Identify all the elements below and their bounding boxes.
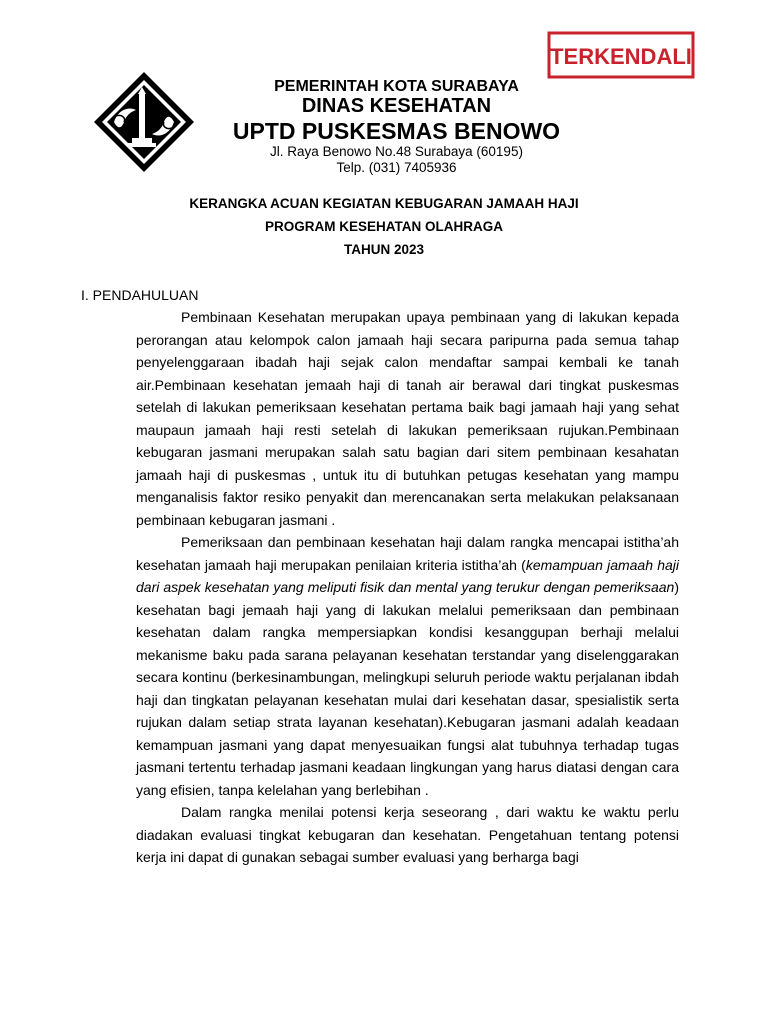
- unit-name: UPTD PUSKESMAS BENOWO: [232, 118, 561, 144]
- department-name: DINAS KESEHATAN: [301, 95, 492, 117]
- phone-line: Telp. (031) 7405936: [336, 160, 457, 175]
- document-program: PROGRAM KESEHATAN OLAHRAGA: [265, 219, 503, 234]
- government-name: PEMERINTAH KOTA SURABAYA: [274, 78, 519, 95]
- paragraph-2-start: Pemeriksaan dan pembinaan kesehatan haji dalam rangka mencapai istitha’ah kesehatan jamaah haji merupakan penilaian kriteria istitha’ah (: [136, 534, 679, 573]
- paragraph-2: [136, 531, 679, 801]
- document-title: KERANGKA ACUAN KEGIATAN KEBUGARAN JAMAAH HAJI: [189, 196, 579, 211]
- section-heading: I. PENDAHULUAN: [81, 287, 199, 303]
- address-line: Jl. Raya Benowo No.48 Surabaya (60195): [270, 144, 523, 159]
- document-year: TAHUN 2023: [343, 242, 425, 257]
- stamp-text: TERKENDALI: [550, 44, 692, 69]
- paragraph-2-end: ) kesehatan bagi jemaah haji yang di lakukan melalui pemeriksaan dan pembinaan kesehatan dalam rangka mempersiapkan kondisi kesanggupan berhaji melalui mekanisme baku pada sarana pelayanan kesehatan terstandar yang diselenggarakan secara kontinu (berkesinambungan, melingkupi seluruh periode waktu perjalanan ibdah haji dan tingkatan pelayanan kesehatan mulai dari kesehatan dasar, spesialistik serta rujukan dalam setiap strata layanan kesehatan).Kebugaran jasmani adalah keadaan kemampuan jasmani yang dapat menyesuaikan fungsi alat tubuhnya terhadap tugas jasmani tertentu terhadap jasmani keadaan lingkungan yang harus diatasi dengan cara yang efisien, tanpa kelelahan yang berlebihan .: [136, 579, 679, 798]
- terkendali-stamp: [546, 30, 696, 80]
- body-text: [136, 306, 679, 869]
- paragraph-3: Dalam rangka menilai potensi kerja seseorang , dari waktu ke waktu perlu diadakan evaluasi tingkat kebugaran dan kesehatan. Pengetahuan tentang potensi kerja ini dapat di gunakan sebagai sumber evaluasi yang berharga bagi: [136, 804, 679, 865]
- paragraph-2-italic: kemampuan jamaah haji dari aspek kesehatan yang meliputi fisik dan mental yang terukur dengan pemeriksaan: [136, 556, 680, 595]
- paragraph-1: Pembinaan Kesehatan merupakan upaya pembinaan yang di lakukan kepada perorangan atau kelompok calon jamaah haji secara paripurna pada semua tahap penyelenggaraan ibadah haji sejak calon mendaftar sampai kembali ke tanah air.Pembinaan kesehatan jemaah haji di tanah air berawal dari tingkat puskesmas setelah di lakukan pemeriksaan kesehatan pertama baik bagi jamaah haji yang sehat maupaun jamaah haji resti setelah di lakukan pemeriksaan rujukan.Pembinaan kebugaran jasmani merupakan salah satu bagian dari sitem pembinaan kesahatan jamaah haji di puskesmas , untuk itu di butuhkan petugas kesehatan yang mampu menganalisis faktor resiko penyakit dan merencanakan serta melakukan pelaksanaan pembinaan kebugaran jasmani .: [136, 309, 679, 528]
